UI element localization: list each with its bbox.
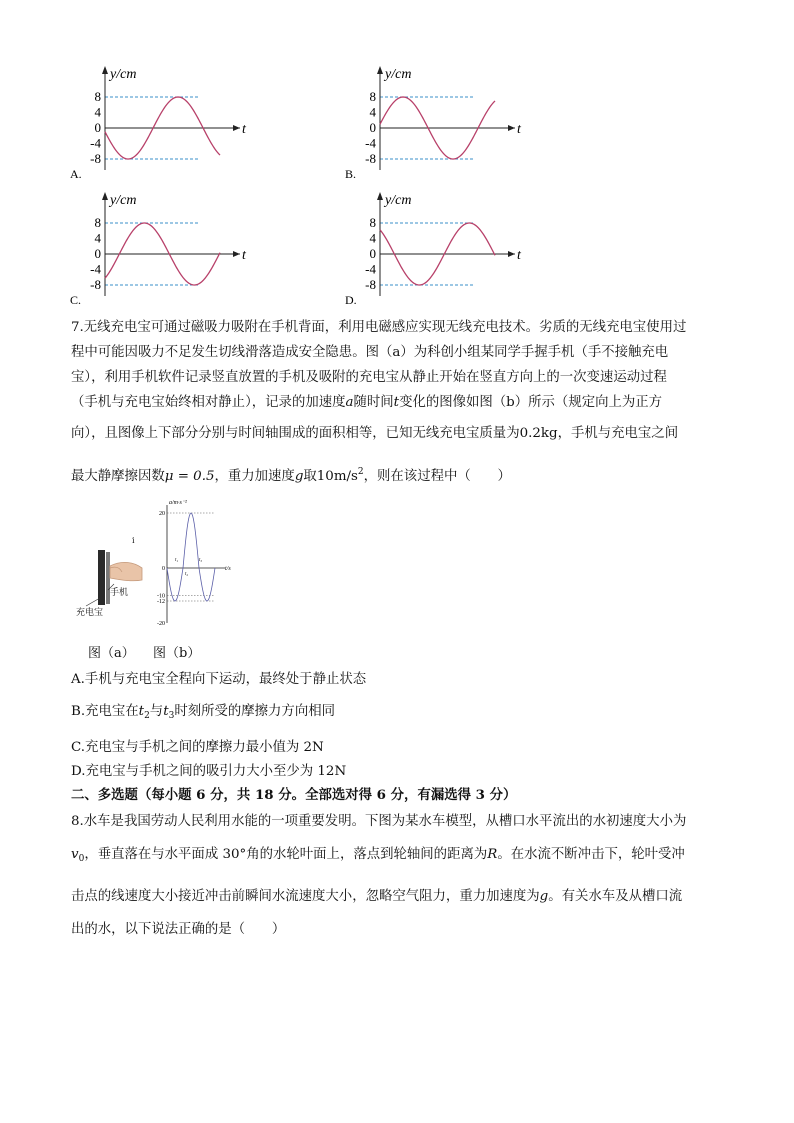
- y-tick-label: -4: [365, 261, 376, 277]
- figure-a-charger-label: 充电宝: [76, 608, 104, 618]
- y-tick-label: -8: [90, 151, 101, 166]
- y-tick-label: 4: [369, 104, 376, 120]
- y-tick-label: 8: [94, 89, 101, 104]
- accel-y-label: a/m·s⁻²: [169, 500, 187, 506]
- q7-line-4a: （手机与充电宝始终相对静止），记录的加速度: [71, 395, 346, 410]
- option-d-graph: [345, 184, 535, 309]
- q7-line-6c: ，重力加速度: [214, 469, 295, 484]
- q7-option-b-3: 时刻所受的摩擦力方向相同: [174, 704, 335, 719]
- y-tick-label: 4: [94, 104, 101, 120]
- x-axis-label: t: [517, 248, 521, 263]
- x-axis-label: t: [517, 122, 521, 137]
- q7-mu-value: μ = 0.5: [164, 469, 215, 484]
- y-tick-label: 0: [94, 246, 101, 261]
- accel-curve: [167, 513, 215, 601]
- accel-y-tick: 20: [159, 511, 165, 517]
- accel-y-tick: -10: [157, 593, 165, 600]
- q7-option-a: A.手机与充电宝全程向下运动，最终处于静止状态: [71, 672, 367, 687]
- x-axis-arrow: [508, 251, 515, 257]
- q7-g-value: 10m/s: [316, 469, 358, 484]
- y-tick-label: -4: [365, 135, 376, 151]
- y-axis-label: y/cm: [110, 67, 137, 82]
- figure-b-acceleration-chart: [145, 495, 240, 630]
- y-axis-arrow: [377, 66, 383, 74]
- y-tick-label: 8: [369, 89, 376, 104]
- y-axis-arrow: [377, 192, 383, 200]
- section-2-heading: 二、多选题（每小题 6 分，共 18 分。全部选对得 6 分，有漏选得 3 分）: [71, 787, 517, 803]
- y-tick-label: 4: [369, 230, 376, 246]
- y-tick-label: 8: [94, 215, 101, 230]
- accel-y-tick: 0: [162, 566, 165, 572]
- option-letter: A.: [70, 167, 82, 181]
- accel-x-label: t/s: [225, 566, 231, 572]
- accel-time-marker: t₁: [175, 558, 179, 563]
- y-tick-label: 4: [94, 230, 101, 246]
- y-tick-label: -4: [90, 261, 101, 277]
- figure-a-caption: 图（a）: [88, 646, 135, 661]
- figure-b-caption: 图（b）: [153, 646, 201, 661]
- option-c-graph: [70, 184, 260, 309]
- q7-line-1: 7.无线充电宝可通过磁吸力吸附在手机背面，利用电磁感应实现无线充电技术。劣质的无线充电宝使用过: [71, 320, 687, 335]
- option-a-graph: [70, 58, 260, 183]
- q7-line-3: 宝），利用手机软件记录竖直放置的手机及吸附的充电宝从静止开始在竖直方向上的一次变速运动过程: [71, 370, 667, 385]
- q7-option-b-1: B.充电宝在: [71, 704, 139, 719]
- q7-option-d: D.充电宝与手机之间的吸引力大小至少为 12N: [71, 764, 347, 779]
- option-letter: C.: [70, 293, 82, 307]
- y-tick-label: -4: [90, 135, 101, 151]
- q8-line-4: 出的水，以下说法正确的是（ ）: [71, 922, 286, 937]
- accel-time-marker: t₃: [199, 558, 203, 563]
- y-axis-label: y/cm: [385, 67, 412, 82]
- y-tick-label: 8: [369, 215, 376, 230]
- x-axis-label: t: [242, 248, 246, 263]
- y-tick-label: -8: [365, 277, 376, 292]
- q7-line-4c: 变化的图像如图（b）所示（规定向上为正方: [399, 395, 663, 410]
- x-axis-arrow: [508, 125, 515, 131]
- q7-line-6: 最大静摩擦因数μ = 0.5，重力加速度g取$10m/s^2$，则在该过程中（ ）: [71, 467, 511, 484]
- q8-line-3: 击点的线速度大小接近冲击前瞬间水流速度大小，忽略空气阻力，重力加速度为g。有关水车及从槽口流: [71, 889, 683, 904]
- option-letter: B.: [345, 167, 357, 181]
- q7-line-5: [71, 422, 678, 441]
- y-tick-label: 0: [369, 246, 376, 261]
- y-axis-arrow: [102, 192, 108, 200]
- q7-line-6d: 取: [303, 469, 317, 484]
- q7-line-6a: 最大静摩擦因数: [71, 469, 165, 484]
- q7-line-4: （手机与充电宝始终相对静止），记录的加速度a随时间t变化的图像如图（b）所示（规定向上为正方: [71, 395, 663, 410]
- option-letter: D.: [345, 293, 357, 307]
- q7-line-5c: ，手机与充电宝之间: [557, 426, 679, 441]
- q7-option-c: C.充电宝与手机之间的摩擦力最小值为 2N: [71, 740, 324, 755]
- q8-line-1: 8.水车是我国劳动人民利用水能的一项重要发明。下图为某水车模型，从槽口水平流出的水初速度大小为: [71, 814, 687, 829]
- x-axis-arrow: [233, 125, 240, 131]
- q7-option-b: B.充电宝在$t_2$与$t_3$时刻所受的摩擦力方向相同: [71, 704, 335, 721]
- y-tick-label: -8: [365, 151, 376, 166]
- y-tick-label: -8: [90, 277, 101, 292]
- q7-option-b-2: 与: [149, 704, 164, 719]
- y-tick-label: 0: [94, 120, 101, 135]
- figure-a-phone-label: 手机: [110, 588, 129, 598]
- q8-line-3a: 击点的线速度大小接近冲击前瞬间水流速度大小，忽略空气阻力，重力加速度为: [71, 889, 540, 904]
- q7-line-6f: ，则在该过程中（ ）: [363, 469, 511, 484]
- y-tick-label: 0: [369, 120, 376, 135]
- y-axis-arrow: [102, 66, 108, 74]
- x-axis-arrow: [233, 251, 240, 257]
- q8-line-2b: 。在水流不断冲击下，轮叶受冲: [497, 847, 685, 862]
- accel-time-marker: t₂: [185, 572, 189, 577]
- q7-line-5a: 向），且图像上下部分分别与时间轴围成的面积相等，已知无线充电宝质量为: [71, 426, 520, 441]
- q7-line-2: 程中可能因吸力不足发生切线滑落造成安全隐患。图（a）为科创小组某同学手握手机（手不接触充电: [71, 345, 669, 360]
- q7-mass-value: 0.2kg: [519, 426, 558, 441]
- accel-y-tick: -12: [157, 599, 165, 605]
- option-b-graph: [345, 58, 535, 183]
- figure-a-mark: ⅰ: [132, 536, 135, 545]
- y-axis-label: y/cm: [385, 193, 412, 208]
- x-axis-label: t: [242, 122, 246, 137]
- accel-y-tick: -20: [157, 621, 165, 627]
- q8-line-2a: ，垂直落在与水平面成 30°角的水轮叶面上，落点到轮轴间的距离为: [84, 847, 488, 862]
- q7-line-4b: 随时间: [353, 395, 394, 410]
- q8-line-2: $v_0$，垂直落在与水平面成 30°角的水轮叶面上，落点到轮轴间的距离为R。在水流不断冲击下，轮叶受冲: [71, 847, 685, 864]
- q8-line-3b: 。有关水车及从槽口流: [548, 889, 683, 904]
- y-axis-label: y/cm: [110, 193, 137, 208]
